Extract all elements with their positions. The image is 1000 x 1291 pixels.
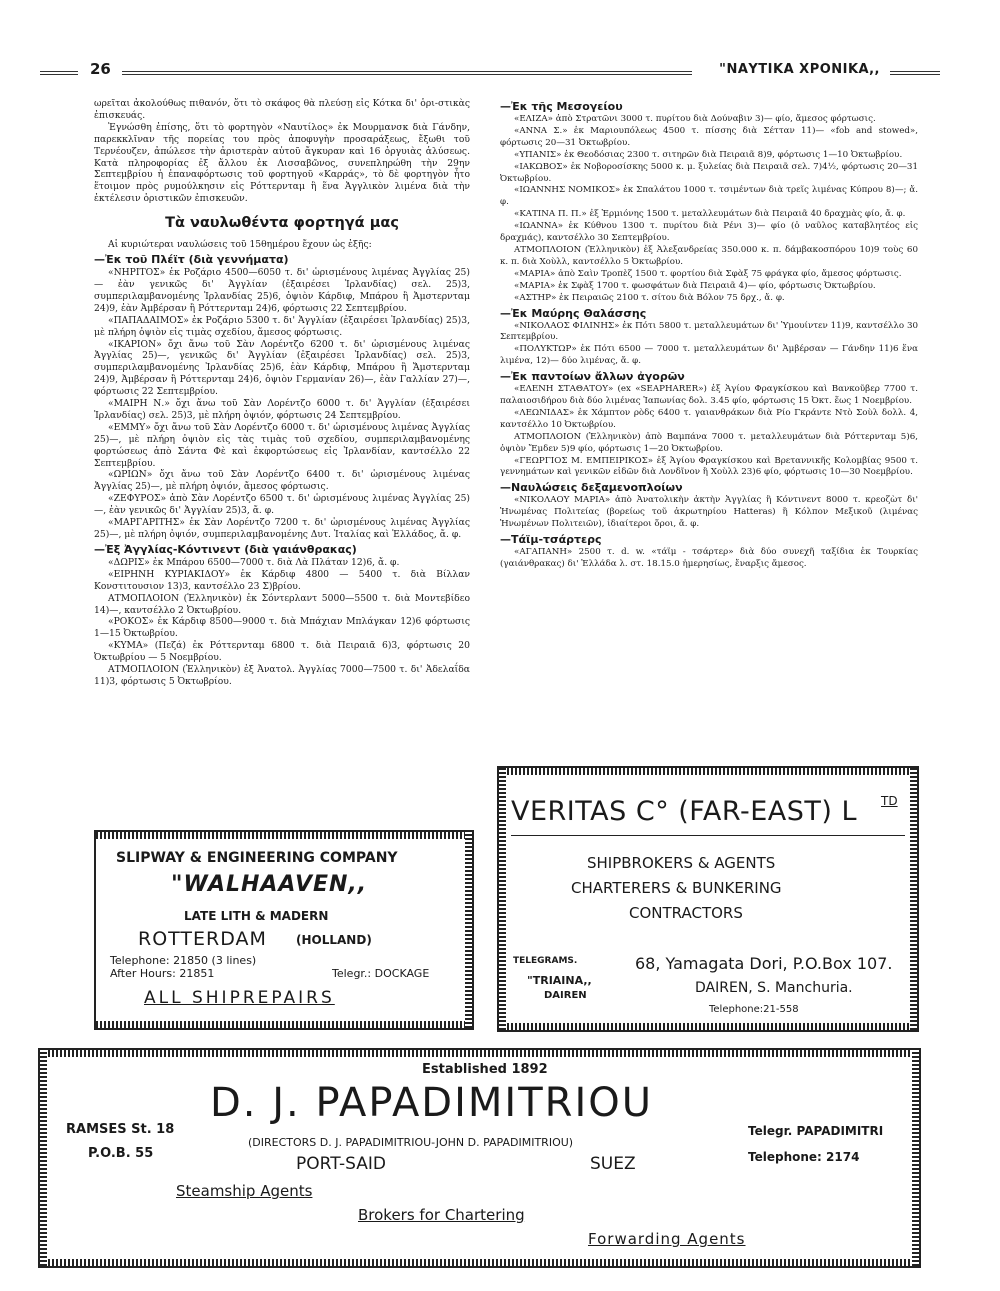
header-rule-middle <box>122 71 692 75</box>
paragraph: ωρεῖται ἀκολούθως πιθανόν, ὅτι τὸ σκάφος θὰ πλεύσῃ εἰς Κότκα δι' ὁρι-στικὰς ἐπισκευάς. <box>94 98 470 121</box>
ad-walhaaven <box>94 830 474 1030</box>
ad-veritas <box>497 766 919 1032</box>
list-item: «ΙΩΑΝΝΗΣ ΝΟΜΙΚΟΣ» ἐκ Σπαλάτου 1000 τ. τσιμέντων διὰ τρεῖς λιμένας Κύπρου 8)—; ἄ. φ. <box>500 185 918 208</box>
ad-city: ROTTERDAM <box>138 928 267 950</box>
ad-city-portsaid: PORT-SAID <box>296 1154 387 1174</box>
article-heading: Τὰ ναυλωθέντα φορτηγά μας <box>165 215 399 232</box>
section-heading: —Ἐξ Ἀγγλίας-Κόντινεντ (διὰ γαιάνθρακας) <box>94 542 357 556</box>
right-column <box>500 98 918 571</box>
list-item: «ΡΟΚΟΣ» ἐκ Κάρδιφ 8500—9000 τ. διὰ Μπάχιαν Μπλάγκαν 12)6 φόρτωσις 1—15 Ὀκτωβρίου. <box>94 616 470 640</box>
ad-border-top <box>499 768 917 775</box>
page-header <box>40 60 940 82</box>
ad-slogan: ALL SHIPREPAIRS <box>144 988 335 1008</box>
ad-border-left <box>499 768 506 1030</box>
list-item: «ΔΩΡΙΣ» ἐκ Μπάρου 6500—7000 τ. διὰ Λὰ Πλάταν 12)6, ἄ. φ. <box>108 556 400 568</box>
ad-phone: Telephone: 2174 <box>748 1150 860 1164</box>
list-item: «ΑΝΝΑ Σ.» ἐκ Μαριουπόλεως 4500 τ. πίσσης διὰ Σέτταν 11)— «fob and stowed», φόρτωσις 20—31 Ὀκτωβρίου. <box>500 125 918 148</box>
list-item: «ΠΟΛΥΚΤΩΡ» ἐκ Πότι 6500 — 7000 τ. μεταλλευμάτων δι' Ἀμβέρσαν — Γάνδην 11)6 ἕνα λιμένα, 12)— δύο λιμένας, ἄ. φ. <box>500 344 918 367</box>
list-item: «ΩΡΙΩΝ» ὄχι ἄνω τοῦ Σὰν Λορέντζο 6400 τ. δι' ὡρισμένους λιμένας Ἀγγλίας 25)—, μὲ πλήρη ὀψιόν, ἄμεσος φόρτωσις. <box>94 469 470 493</box>
ad-service: Steamship Agents <box>176 1182 313 1200</box>
ad-service-line: CONTRACTORS <box>629 904 743 922</box>
page-number: 26 <box>90 60 111 78</box>
section-heading: —Ἐκ Μαύρης Θαλάσσης <box>500 306 647 320</box>
list-item: «ΜΑΡΓΑΡΙΤΗΣ» ἐκ Σὰν Λορέντζο 7200 τ. δι' ὡρισμένους λιμένας Ἀγγλίας 25)—, μὲ πλήρη ὀψιόν, συμπεριλαμβανομένης Δυτ. Ἰταλίας καὶ Ἑλλάδος, ἄ. φ. <box>94 517 470 540</box>
ad-border-right <box>910 768 917 1030</box>
ad-border-right <box>465 832 472 1028</box>
ad-telegr: Telegr. PAPADIMITRI <box>748 1124 884 1138</box>
list-item: «ΜΑΡΙΑ» ἐκ Σφὰξ 1700 τ. φωσφάτων διὰ Πειραιᾶ 4)— φίο, φόρτωσις Ὀκτωβρίου. <box>514 280 876 291</box>
section-heading: —Τάϊμ-τσάρτερς <box>500 533 602 547</box>
ad-established: Established 1892 <box>422 1062 548 1077</box>
list-item: «ΕΛΙΖΑ» ἀπὸ Στρατῶνι 3000 τ. πυρίτου διὰ Δούναβιν 3)— φίο, ἄμεσος φόρτωσις. <box>514 114 876 124</box>
ad-city: DAIREN, S. Manchuria. <box>695 980 853 996</box>
ad-border-top <box>40 1050 919 1057</box>
ad-border-top <box>96 832 472 839</box>
left-column <box>94 98 470 688</box>
ad-company-line: SLIPWAY & ENGINEERING COMPANY <box>116 850 398 866</box>
list-item: «ΝΗΡΙΤΟΣ» ἐκ Ροζάριο 4500—6050 τ. δι' ὡρισμένους λιμένας Ἀγγλίας 25)— ἐὰν γενικῶς δι' Ἀγγλίαν (ἐξαιρέσει Ἰρλανδίας) σελ. 25)3, συμπεριλαμβανομένης Ἰρλανδίας 25)6, ὀψιὸν Κάρδιφ, Μπάρου ἢ Ἀμστερνταμ 24)9, ἐὰν Ἀμβέρσαν ἢ Ρόττερνταμ 24)6, φόρτωσις 22 Σεπτεμβρίου. <box>94 267 470 314</box>
ad-street: RAMSES St. 18 <box>66 1122 175 1137</box>
list-item: «ΖΕΦΥΡΟΣ» ἀπὸ Σὰν Λορέντζο 6500 τ. δι' ὡρισμένους λιμένας Ἀγγλίας 25)—, ἐὰν γενικῶς δι' Ἀγγλίαν 25)3, ἄ. φ. <box>94 493 470 517</box>
section-heading: —Ἐκ τῆς Μεσογείου <box>500 100 623 113</box>
section-heading: —Ἐκ τοῦ Πλέϊτ (διὰ γεννήματα) <box>94 253 289 267</box>
list-item: «ΕΛΕΝΗ ΣΤΑΘΑΤΟΥ» (ex «SEAPHARER») ἐξ Ἁγίου Φραγκίσκου καὶ Βανκοῦβερ 7700 τ. παλαιοσιδήρου διὰ δύο λιμένας Ἰαπωνίας δολ. 3.45 φίο, φόρτωσις 15 Ὀκτ. ἕως 1 Νοεμβρίου. <box>500 384 918 407</box>
ad-company-name: VERITAS C° (FAR-EAST) L <box>511 796 858 827</box>
ad-after-hours: After Hours: 21851 <box>110 967 215 980</box>
section-heading: —Ναυλώσεις δεξαμενοπλοίων <box>500 481 683 495</box>
list-item: «ΑΓΑΠΑΝΗ» 2500 τ. d. w. «τάϊμ - τσάρτερ» διὰ δύο συνεχῆ ταξίδια ἐκ Τουρκίας (γαιάνθρακας) δι' Ἑλλάδα λ. στ. 18.15.0 ἡμερησίως, ἔναρξις ἄμεσος. <box>500 547 918 569</box>
ad-phone: Telephone:21-558 <box>709 1004 799 1015</box>
list-item: «ΓΕΩΡΓΙΟΣ Μ. ΕΜΠΕΙΡΙΚΟΣ» ἐξ Ἁγίου Φραγκίσκου καὶ Βρεταννικῆς Κολομβίας 9500 τ. γεννημάτων καὶ γενικῶν εἰδῶν διὰ Λονδῖνον ἢ Χοὺλλ 23)6 φίο, φόρτωσις 10—30 Νοεμβρίου. <box>500 455 918 478</box>
list-item: ΑΤΜΟΠΛΟΙΟΝ (Ἑλληνικὸν) ἐξ Ἀνατολ. Ἀγγλίας 7000—7500 τ. δι' Ἀδελαΐδα 11)3, φόρτωσις 5 Ὀκτωβρίου. <box>94 664 470 687</box>
list-item: «ΝΙΚΟΛΑΟΥ ΜΑΡΙΑ» ἀπὸ Ἀνατολικὴν ἀκτὴν Ἀγγλίας ἢ Κόντινεντ 8000 τ. κρεοζὼτ δι' Ἡνωμένας Πολιτείας (βορείως τοῦ ἀκρωτηρίου Hatteras) ἢ Κόλπον Μεξικοῦ (λιμένας Ἡνωμένων Πολιτειῶν), ἰδιαίτεροι ὅροι, ἄ. φ. <box>500 495 918 530</box>
list-item: «ΚΥΜΑ» (Πεζά) ἐκ Ρόττερνταμ 6800 τ. διὰ Πειραιᾶ 6)3, φόρτωσις 20 Ὀκτωβρίου — 5 Νοεμβρίου. <box>94 640 470 664</box>
ad-telegram-code: "TRIAINA,, <box>527 974 592 987</box>
ad-border-bottom <box>96 1021 472 1028</box>
ad-border-bottom <box>40 1259 919 1266</box>
list-item: «ΑΣΤΗΡ» ἐκ Πειραιῶς 2100 τ. σίτου διὰ Βόλον 75 δρχ., ἄ. φ. <box>514 292 785 303</box>
ad-service-line: CHARTERERS & BUNKERING <box>571 879 782 897</box>
paragraph: Ἐγνώσθη ἐπίσης, ὅτι τὸ φορτηγὸν «Ναυτίλος» ἐκ Μουρμανσκ διὰ Γάνδην, παρεκκλῖναν τῆς πορείας του πρὸς ἀποφυγὴν προσαράξεως, ἔξωθι τοῦ Τερνέουζεν, ἀπώλεσε τὴν ἀριστερὰν αὐτοῦ ἄγκυραν καὶ 16 ὀργυιὰς ἁλύσεως. Κατὰ πληροφορίας ἐξ ἄλλου ἐκ Λισσαβῶνος, συνεπληρώθη τὴν 29ην Σεπτεμβρίου ἡ ἐπαναφόρτωσις τοῦ φορτηγοῦ «Καρράς», τὸ δὲ φορτηγὸν ἦτο ἕτοιμον πρὸς ρυμούλκησιν εἰς Ρόττερνταμ ἢ ἕνα Ἀγγλικὸν λιμένα διὰ τὴν ἐκτέλεσιν ὁριστικῶν ἐπισκευῶν. <box>94 121 470 205</box>
ad-phone: Telephone: 21850 (3 lines) <box>110 954 257 967</box>
list-item: «ΛΕΩΝΙΔΑΣ» ἐκ Χάμπτον ρὸδς 6400 τ. γαιανθράκων διὰ Ρίο Γκράντε Ντὸ Σοὺλ δολλ. 4, καντσέλλο 10 Ὀκτωβρίου. <box>500 407 918 430</box>
ad-border-right <box>912 1050 919 1266</box>
ad-pob: P.O.B. 55 <box>88 1146 154 1161</box>
ad-company-name: "WALHAAVEN,, <box>171 872 368 897</box>
ad-address: 68, Yamagata Dori, P.O.Box 107. <box>635 954 893 973</box>
list-item: «ΙΑΚΩΒΟΣ» ἐκ Νοβοροσίσκης 5000 κ. μ. ξυλείας διὰ Πειραιᾶ σελ. 7)4½, φόρτωσις 20—31 Ὀκτωβρίου. <box>500 161 918 184</box>
list-item: «ΠΑΠΑΔΑΙΜΟΣ» ἐκ Ροζάριο 5300 τ. δι' Ἀγγλίαν (ἐξαιρέσει Ἰρλανδίας) 25)3, μὲ πλήρη ὀψιὸν εἰς τιμὰς σχεδίου, ἄμεσος φόρτωσις. <box>94 314 470 338</box>
ad-service: Brokers for Chartering <box>358 1206 525 1224</box>
ad-border-bottom <box>499 1023 917 1030</box>
list-item: «ΕΙΡΗΝΗ ΚΥΡΙΑΚΙΔΟΥ» ἐκ Κάρδιφ 4800 — 5400 τ. διὰ Βίλλαν Κονστιτουσιον 13)3, καντσέλλο 23 Σ)βρίου. <box>94 568 470 592</box>
ad-border-left <box>40 1050 47 1266</box>
ad-directors: (DIRECTORS D. J. PAPADIMITRIOU-JOHN D. PAPADIMITRIOU) <box>248 1136 574 1149</box>
list-item: «ΚΑΤΙΝΑ Π. Π.» ἐξ Ἑρμιόνης 1500 τ. μεταλλευμάτων διὰ Πειραιᾶ 40 δραχμὰς φίο, ἄ. φ. <box>514 209 906 220</box>
list-item: «ΙΚΑΡΙΟΝ» ὄχι ἄνω τοῦ Σὰν Λορέντζο 6200 τ. δι' ὡρισμένους λιμένας Ἀγγλίας 25)—, γενικῶς δι' Ἀγγλίαν (ἐξαιρέσει Ἰρλανδίας) σελ. 25)3, συμπεριλαμβανομένης Ἰρλανδίας 25)6, ἐὰν Κάρδιφ, Μπάρου ἢ Ἄμστερνταμ 24)9, Ἀμβέρσαν ἢ Ρόττερνταμ 24)6, ὀψιὸν Γερμανίαν 26)—, ἐὰν Γαλλίαν 27)—, φόρτωσις 22 Σεπτεμβρίου. <box>94 338 470 398</box>
ad-company-suffix: TD <box>881 794 898 808</box>
section-heading: —Ἐκ παντοίων ἄλλων ἀγορῶν <box>500 370 685 384</box>
ad-country: (HOLLAND) <box>296 933 372 947</box>
list-item: «ΝΙΚΟΛΑΟΣ ΦΙΛΙΝΗΣ» ἐκ Πότι 5800 τ. μεταλλευμάτων δι' Ὑμουίντεν 11)9, καντσέλλο 30 Σεπτεμβρίου. <box>500 320 918 343</box>
lead-paragraph: Αἱ κυριώτεραι ναυλώσεις τοῦ 15θημέρου ἔχουν ὡς ἑξῆς: <box>108 239 372 251</box>
ad-telegrams-label: TELEGRAMS. <box>513 956 578 966</box>
ad-telegr: Telegr.: DOCKAGE <box>332 967 430 980</box>
divider <box>511 835 905 836</box>
ad-subline: LATE LITH & MADERN <box>184 909 329 923</box>
ad-telegram-city: DAIREN <box>544 990 587 1001</box>
list-item: «ΕΜΜΥ» ὄχι ἄνω τοῦ Σὰν Λορέντζο 6000 τ. δι' ὡρισμένους λιμένας Ἀγγλίας 25)—, μὲ πλήρη ὀψιὸν εἰς τὰς τιμὰς τοῦ σχεδίου, συμπεριλαμβανομένης φορτώσεως ἀπὸ Σάντα Φὲ καὶ ἐκφορτώσεως εἰς Ἰρλανδίαν, καντσέλλο 22 Σεπτεμβρίου. <box>94 421 470 469</box>
list-item: ΑΤΜΟΠΛΟΙΟΝ (Ἑλληνικὸν) ἐκ Σόντερλαντ 5000—5500 τ. διὰ Μοντεβίδεο 14)—, καντσέλλο 2 Ὀκτωβρίου. <box>94 592 470 616</box>
list-item: «ΥΠΑΝΙΣ» ἐκ Θεοδόσιας 2300 τ. σιτηρῶν διὰ Πειραιᾶ 8)9, φόρτωσις 1—10 Ὀκτωβρίου. <box>514 149 903 160</box>
journal-title: "ΝΑΥΤΙΚΑ ΧΡΟΝΙΚΑ,, <box>719 62 880 77</box>
ad-city-suez: SUEZ <box>590 1154 636 1174</box>
list-item: ΑΤΜΟΠΛΟΙΟΝ (Ἑλληνικὸν) ἀπὸ Βαμπάνα 7000 τ. μεταλλευμάτων διὰ Ρόττερνταμ 5)6, ὀψιὸν Ἔμδεν 5)9 φίο, φόρτωσις 1—20 Ὀκτωβρίου. <box>500 431 918 454</box>
ad-company-name: D. J. PAPADIMITRIOU <box>210 1080 653 1126</box>
list-item: «ΜΑΡΙΑ» ἀπὸ Σαὶν Τροπὲζ 1500 τ. φορτίου διὰ Σφὰξ 75 φράγκα φίο, ἄμεσος φόρτωσις. <box>514 268 902 279</box>
ad-papadimitriou <box>38 1048 921 1268</box>
ad-service: Forwarding Agents <box>588 1230 746 1248</box>
ad-service-line: SHIPBROKERS & AGENTS <box>587 854 776 872</box>
list-item: «ΜΑΙΡΗ Ν.» ὄχι ἄνω τοῦ Σὰν Λορέντζο 6000 τ. δι' Ἀγγλίαν (ἐξαιρέσει Ἰρλανδίας) σελ. 25)3, μὲ πλήρη ὀψιόν, φόρτωσις 24 Σεπτεμβρίου. <box>94 398 470 421</box>
list-item: ΑΤΜΟΠΛΟΙΟΝ (Ἑλληνικὸν) ἐξ Ἀλεξανδρείας 350.000 κ. π. δάμβακοσπόρου 10)9 τοὺς 60 κ. π. διὰ Χοὺλλ, καντσέλλο 5 Ὀκτωβρίου. <box>500 244 918 267</box>
list-item: «ΙΩΑΝΝΑ» ἐκ Κύθνου 1300 τ. πυρίτου διὰ Ρένι 3)— φίο (ὁ ναῦλος καταβλητέος εἰς δραχμάς), καντσέλλο 30 Σεπτεμβρίου. <box>500 221 918 244</box>
header-rule-right <box>890 71 940 75</box>
header-rule-left <box>40 71 78 75</box>
